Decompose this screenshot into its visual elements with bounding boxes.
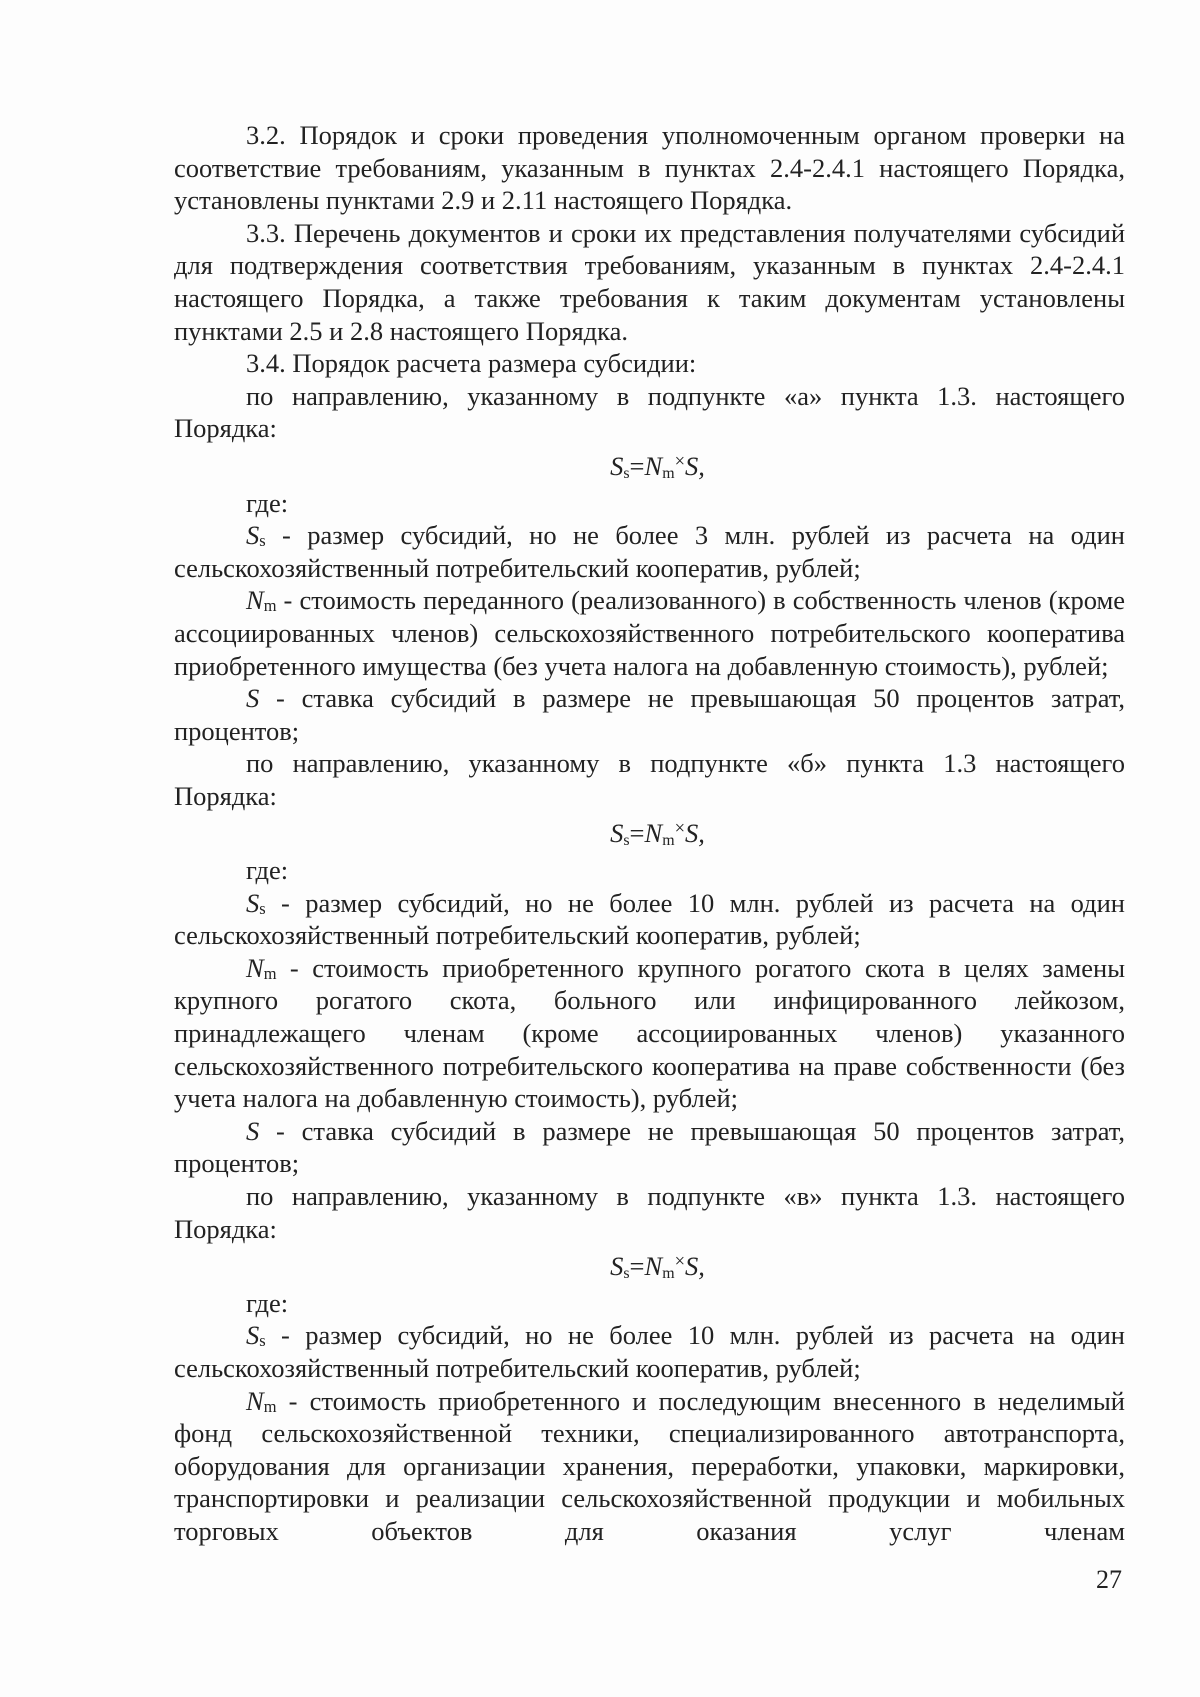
where-label: где: — [246, 487, 289, 518]
direction-text: по направлению, указанному в подпункте «а» пункта 1.3. настоящего Порядка: — [174, 380, 1125, 444]
section-c — [174, 1180, 1125, 1548]
ss-definition: $S_s$ - размер субсидий, но не более 10 млн. рублей из расчета на один сельскохозяйственный потребительский кооператив, рублей; — [174, 887, 1125, 951]
paragraph-3-4: 3.4. Порядок расчета размера субсидии: — [246, 348, 697, 379]
where-label: где: — [246, 855, 289, 886]
s-definition: S - ставка субсидий в размере не превышающая 50 процентов затрат, процентов; — [174, 1115, 1125, 1179]
nm-definition: $N_m$ - стоимость приобретенного и последующим внесенного в неделимый фонд сельскохозяйственной техники, специализированного автотранспорта, оборудования для организации хранения, переработки, упаковки, маркировки, транспортировки и реализации сельскохозяйственной продукции и мобильных торговых объектов для оказания услуг членам — [174, 1385, 1125, 1546]
document-body — [174, 119, 1125, 1548]
page-number: 27 — [1096, 1565, 1122, 1594]
section-b — [174, 747, 1125, 1180]
nm-definition: $N_m$ - стоимость переданного (реализованного) в собственность членов (кроме ассоциированных членов) сельскохозяйственного потребительского кооператива приобретенного имущества (без учета налога на добавленную стоимость), рублей; — [174, 585, 1125, 681]
nm-definition: $N_m$ - стоимость приобретенного крупного рогатого скота в целях замены крупного рогатого скота, больного или инфицированного лейкозом, принадлежащего членам (кроме ассоциированных членов) указанного сельскохозяйственного потребительского кооператива на праве собственности (без учета налога на добавленную стоимость), рублей; — [174, 952, 1125, 1114]
where-label: где: — [246, 1287, 289, 1318]
section-a — [174, 380, 1125, 748]
paragraph-3-2: 3.2. Порядок и сроки проведения уполномоченным органом проверки на соответствие требованиям, указанным в пунктах 2.4-2.4.1 настоящего Порядка, установлены пунктами 2.9 и 2.11 настоящего Порядка. — [174, 120, 1125, 216]
ss-definition: $S_s$ - размер субсидий, но не более 10 млн. рублей из расчета на один сельскохозяйственный потребительский кооператив, рублей; — [174, 1320, 1125, 1383]
s-definition: S - ставка субсидий в размере не превышающая 50 процентов затрат, процентов; — [174, 683, 1125, 746]
subsidy-formula: $S_s=N_m^\times S$, — [610, 450, 705, 482]
paragraph-3-3: 3.3. Перечень документов и сроки их представления получателями субсидий для подтверждения соответствия требованиям, указанным в пунктах 2.4-2.4.1 настоящего Порядка, а также требования к таким документам установлены пунктами 2.5 и 2.8 настоящего Порядка. — [174, 217, 1125, 346]
subsidy-formula: $S_s=N_m^\times S$, — [610, 1251, 705, 1283]
direction-text: по направлению, указанному в подпункте «в» пункта 1.3. настоящего Порядка: — [174, 1181, 1125, 1244]
subsidy-formula: $S_s=N_m^\times S$, — [610, 818, 705, 850]
direction-text: по направлению, указанному в подпункте «б» пункта 1.3 настоящего Порядка: — [174, 748, 1125, 811]
ss-definition: $S_s$ - размер субсидий, но не более 3 млн. рублей из расчета на один сельскохозяйственный потребительский кооператив, рублей; — [174, 520, 1125, 583]
